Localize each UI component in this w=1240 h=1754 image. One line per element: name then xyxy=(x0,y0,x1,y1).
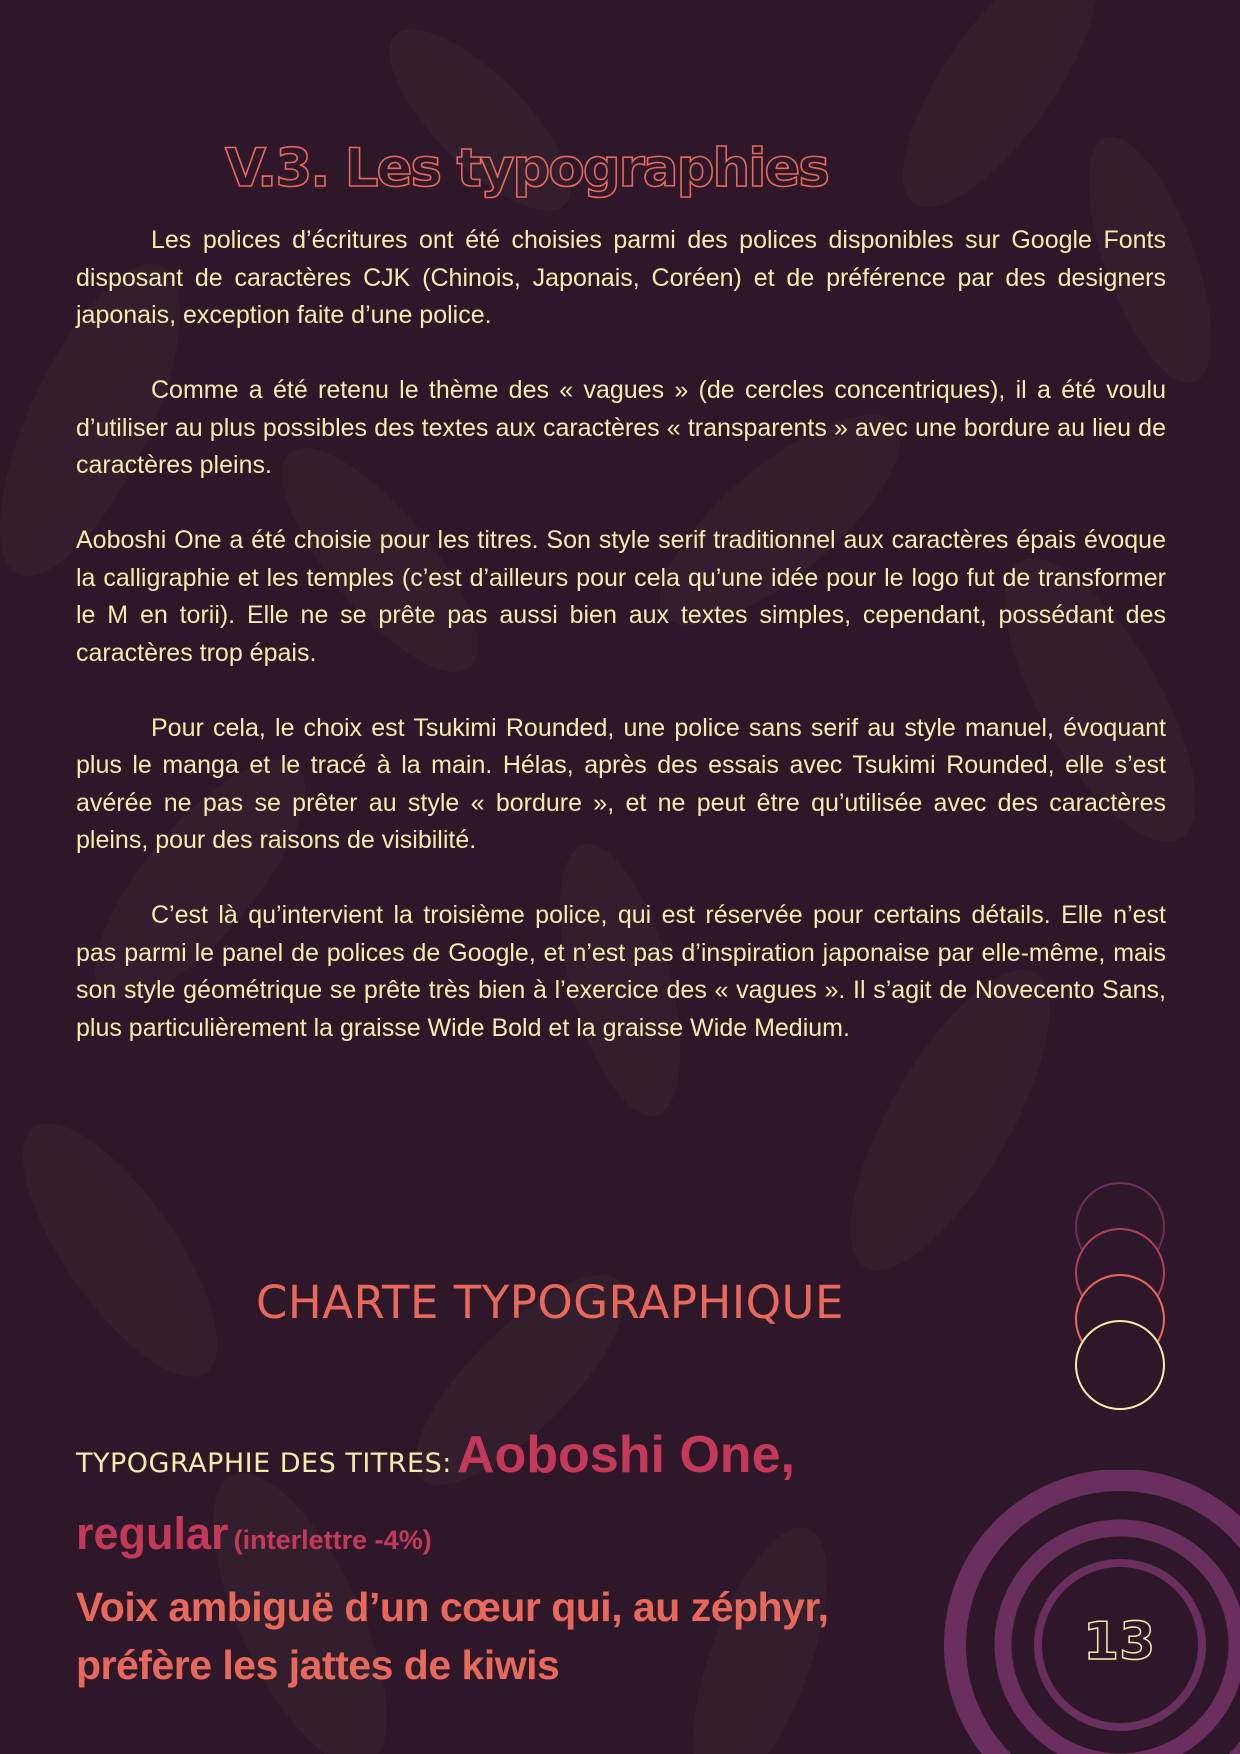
titles-letter-spacing: (interlettre -4%) xyxy=(233,1525,432,1555)
paragraph: Pour cela, le choix est Tsukimi Rounded, une police sans serif au style manuel, évoquant plus le manga et le tracé à la main. Hélas, après des essais avec Tsukimi Rounded, elle s’est avérée ne pas se prêter au style « bordure », et ne peut être qu’utilisée avec des caractères pleins, pour des raisons de visibilité. xyxy=(76,713,1166,854)
chart-heading: CHARTE TYPOGRAPHIQUE xyxy=(256,1276,844,1329)
paragraph: C’est là qu’intervient la troisième police, qui est réservée pour certains détails. Elle n’est pas parmi le panel de polices de Google, et n’est pas d’inspiration japonaise par elle-même, mais son style géométrique se prête très bien à l’exercice des « vagues ». Il s’agit de Novecento Sans, plus particulièrement la graisse Wide Bold et la graisse Wide Medium. xyxy=(76,901,1166,1042)
stacked-circles-decoration xyxy=(1070,1180,1170,1420)
page-number: 13 xyxy=(1083,1612,1156,1672)
titles-label: TYPOGRAPHIE DES TITRES: xyxy=(76,1448,452,1479)
paragraph: Les polices d’écritures ont été choisies parmi des polices disponibles sur Google Fonts disposant de caractères CJK (Chinois, Japonais, Coréen) et de préférence par des designers japonais, exception faite d’une police. xyxy=(76,226,1166,329)
body-text xyxy=(76,222,1166,1085)
titles-font-line xyxy=(76,1420,936,1502)
titles-typography-specimen xyxy=(76,1420,936,1694)
titles-font-name: Aoboshi One, xyxy=(456,1426,795,1484)
pangram-sample: Voix ambiguë d’un cœur qui, au zéphyr, préfère les jattes de kiwis xyxy=(76,1584,829,1688)
section-title: V.3. Les typographies xyxy=(225,138,828,199)
titles-font-style: regular xyxy=(76,1508,229,1559)
paragraph: Aoboshi One a été choisie pour les titres. Son style serif traditionnel aux caractères épais évoque la calligraphie et les temples (c’est d’ailleurs pour cela qu’une idée pour le logo fut de transformer le M en torii). Elle ne se prête pas aussi bien aux textes simples, cependant, possédant des caractères trop épais. xyxy=(76,526,1166,667)
titles-style-line xyxy=(76,1502,936,1576)
paragraph: Comme a été retenu le thème des « vagues » (de cercles concentriques), il a été voulu d’utiliser au plus possibles des textes aux caractères « transparents » avec une bordure au lieu de caractères pleins. xyxy=(76,376,1166,479)
